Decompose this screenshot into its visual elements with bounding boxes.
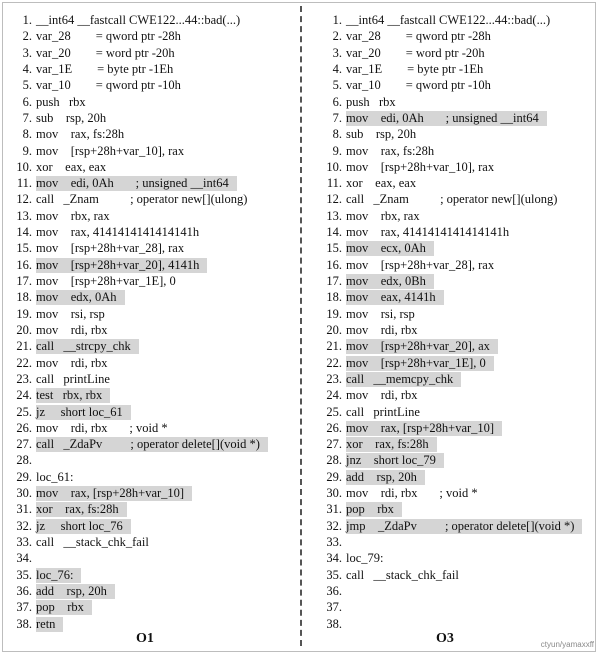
o1-line-text: var_10 = qword ptr -10h: [36, 78, 181, 93]
o3-line-text: mov rax, fs:28h: [346, 143, 435, 158]
o1-code-line: [10, 404, 295, 420]
o3-code-line: [320, 45, 596, 61]
o3-code-line: [320, 550, 596, 566]
o1-code-line: [10, 257, 295, 273]
o3-line-number: 28.: [326, 453, 342, 468]
o3-line-text: mov eax, 4141h: [346, 290, 436, 305]
o1-line-number: 9.: [22, 143, 32, 158]
o3-line-number: 8.: [332, 127, 342, 142]
o3-listing: [320, 12, 596, 632]
o3-line-text: pop rbx: [346, 502, 394, 517]
o3-code-line: [320, 469, 596, 485]
o3-line-number: 33.: [326, 535, 342, 549]
o3-line-number: 3.: [332, 45, 342, 60]
o1-code-line: [10, 110, 295, 126]
o1-line-text: loc_61:: [36, 469, 74, 484]
o3-code-line: [320, 534, 596, 550]
o1-line-number: 4.: [22, 61, 32, 76]
o1-code-line: [10, 469, 295, 485]
o3-line-text: mov [rsp+28h+var_28], rax: [346, 257, 495, 272]
o3-code-line: [320, 273, 596, 289]
o1-line-text: mov rax, fs:28h: [36, 127, 125, 142]
o3-line-text: mov [rsp+28h+var_20], ax: [346, 339, 490, 354]
o1-line-number: 13.: [16, 208, 32, 223]
o1-code-line: [10, 28, 295, 44]
o3-line-text: __int64 __fastcall CWE122...44::bad(...): [346, 13, 551, 27]
o3-code-line: [320, 143, 596, 159]
o1-caption: O1: [136, 631, 154, 646]
o1-line-text: mov rdi, rbx: [36, 355, 108, 370]
o1-line-number: 20.: [16, 322, 32, 337]
o1-code-line: [10, 175, 295, 191]
o1-line-number: 35.: [16, 567, 32, 582]
o3-line-text: xor eax, eax: [346, 176, 417, 191]
o3-line-number: 23.: [326, 371, 342, 386]
o3-line-text: loc_79:: [346, 551, 384, 566]
o3-code-line: [320, 404, 596, 420]
o3-code-line: [320, 436, 596, 452]
o3-line-number: 25.: [326, 404, 342, 419]
o1-line-number: 3.: [22, 45, 32, 60]
o3-line-number: 35.: [326, 567, 342, 582]
o1-line-number: 8.: [22, 127, 32, 142]
o1-line-text: mov edi, 0Ah ; unsigned __int64: [36, 176, 229, 191]
o1-line-text: mov rsi, rsp: [36, 306, 105, 321]
o3-line-number: 22.: [326, 355, 342, 370]
o1-line-text: mov rdi, rbx: [36, 322, 108, 337]
o1-line-number: 6.: [22, 94, 32, 109]
o1-line-text: mov rbx, rax: [36, 208, 110, 223]
o1-code-line: [10, 45, 295, 61]
o1-code-line: [10, 273, 295, 289]
o3-line-number: 14.: [326, 225, 342, 240]
o1-code-line: [10, 452, 295, 468]
o3-line-number: 16.: [326, 257, 342, 272]
o1-code-line: [10, 61, 295, 77]
o3-line-text: mov edx, 0Bh: [346, 274, 426, 288]
o3-line-number: 17.: [326, 274, 342, 288]
o1-line-number: 1.: [22, 13, 32, 27]
o1-line-text: call __stack_chk_fail: [36, 535, 149, 549]
o3-code-line: [320, 126, 596, 142]
o1-code-line: [10, 306, 295, 322]
o1-line-text: xor rax, fs:28h: [36, 502, 119, 517]
o3-line-number: 20.: [326, 322, 342, 337]
o3-line-text: mov rbx, rax: [346, 208, 420, 223]
o1-code-line: [10, 126, 295, 142]
o3-code-line: [320, 289, 596, 305]
o1-line-number: 2.: [22, 29, 32, 44]
o3-code-line: [320, 387, 596, 403]
o1-code-line: [10, 616, 295, 632]
o3-code-line: [320, 110, 596, 126]
o3-line-text: jmp _ZdaPv ; operator delete[](void *): [346, 518, 575, 533]
o1-code-line: [10, 143, 295, 159]
o3-line-number: 12.: [326, 192, 342, 207]
o1-line-text: mov [rsp+28h+var_1E], 0: [36, 274, 176, 288]
o3-line-text: mov [rsp+28h+var_10], rax: [346, 159, 495, 174]
o1-code-line: [10, 289, 295, 305]
o1-line-number: 18.: [16, 290, 32, 305]
o3-line-number: 30.: [326, 486, 342, 501]
o1-line-text: test rbx, rbx: [36, 388, 103, 403]
o1-line-number: 31.: [16, 502, 32, 517]
o1-code-line: [10, 371, 295, 387]
o3-code-line: [320, 338, 596, 354]
o3-line-number: 13.: [326, 208, 342, 223]
o1-code-line: [10, 355, 295, 371]
o3-line-text: mov rdi, rbx: [346, 322, 418, 337]
o1-line-text: call _ZdaPv ; operator delete[](void *): [36, 437, 260, 452]
o3-code-line: [320, 583, 596, 599]
o1-line-number: 25.: [16, 404, 32, 419]
o1-listing: [10, 12, 295, 632]
o1-code-line: [10, 599, 295, 615]
o3-line-text: call __memcpy_chk: [346, 371, 454, 386]
o1-code-line: [10, 240, 295, 256]
o1-line-text: mov [rsp+28h+var_10], rax: [36, 143, 185, 158]
o3-line-number: 18.: [326, 290, 342, 305]
o1-code-line: [10, 518, 295, 534]
o1-code-line: [10, 550, 295, 566]
o3-code-line: [320, 77, 596, 93]
o3-line-number: 6.: [332, 94, 342, 109]
o3-code-line: [320, 355, 596, 371]
o3-code-line: [320, 12, 596, 28]
o1-line-text: var_20 = word ptr -20h: [36, 45, 175, 60]
o1-line-text: jz short loc_61: [36, 404, 123, 419]
o1-line-number: 33.: [16, 535, 32, 549]
o1-line-number: 15.: [16, 241, 32, 256]
o3-line-text: call __stack_chk_fail: [346, 567, 459, 582]
o1-line-text: var_1E = byte ptr -1Eh: [36, 61, 174, 76]
o3-line-number: 26.: [326, 420, 342, 435]
o3-code-line: [320, 485, 596, 501]
o1-code-line: [10, 159, 295, 175]
o3-code-line: [320, 94, 596, 110]
o1-line-text: pop rbx: [36, 600, 84, 615]
o3-line-number: 5.: [332, 78, 342, 93]
o1-code-line: [10, 420, 295, 436]
o3-line-number: 10.: [326, 159, 342, 174]
o3-line-text: var_28 = qword ptr -28h: [346, 29, 491, 44]
o3-code-line: [320, 175, 596, 191]
o3-line-text: var_20 = word ptr -20h: [346, 45, 485, 60]
o3-code-line: [320, 208, 596, 224]
o1-code-line: [10, 94, 295, 110]
o3-code-line: [320, 501, 596, 517]
o1-line-text: jz short loc_76: [36, 518, 123, 533]
o3-line-number: 32.: [326, 518, 342, 533]
o1-line-number: 22.: [16, 355, 32, 370]
o3-line-text: mov [rsp+28h+var_1E], 0: [346, 355, 486, 370]
o1-line-text: retn: [36, 616, 56, 631]
o1-line-number: 32.: [16, 518, 32, 533]
o1-line-number: 24.: [16, 388, 32, 403]
o1-code-line: [10, 387, 295, 403]
o3-line-text: push rbx: [346, 94, 396, 109]
o3-code-line: [320, 257, 596, 273]
o3-line-number: 34.: [326, 551, 342, 566]
o1-line-number: 10.: [16, 159, 32, 174]
o3-code-line: [320, 61, 596, 77]
o1-code-line: [10, 191, 295, 207]
o3-code-line: [320, 191, 596, 207]
o3-line-number: 15.: [326, 241, 342, 256]
o3-code-line: [320, 240, 596, 256]
o3-line-number: 2.: [332, 29, 342, 44]
o3-line-text: var_1E = byte ptr -1Eh: [346, 61, 484, 76]
o1-line-text: xor eax, eax: [36, 159, 107, 174]
o3-line-number: 38.: [326, 616, 342, 631]
o1-code-line: [10, 208, 295, 224]
o1-line-text: mov [rsp+28h+var_20], 4141h: [36, 257, 200, 272]
o1-line-number: 34.: [16, 551, 32, 566]
o1-code-line: [10, 338, 295, 354]
o3-code-line: [320, 159, 596, 175]
o3-line-text: mov rsi, rsp: [346, 306, 415, 321]
o1-line-text: __int64 __fastcall CWE122...44::bad(...): [36, 13, 241, 27]
o3-line-text: call _Znam ; operator new[](ulong): [346, 192, 558, 207]
o1-line-number: 28.: [16, 453, 32, 468]
o1-line-number: 29.: [16, 469, 32, 484]
o3-line-text: mov ecx, 0Ah: [346, 241, 426, 256]
o3-line-number: 11.: [326, 176, 342, 191]
o1-line-number: 36.: [16, 583, 32, 598]
o1-code-line: [10, 583, 295, 599]
o1-line-text: add rsp, 20h: [36, 583, 107, 598]
watermark: ctyun/yamaxxff: [540, 640, 594, 649]
o1-line-number: 12.: [16, 192, 32, 207]
o3-line-number: 37.: [326, 600, 342, 615]
o1-line-number: 26.: [16, 420, 32, 435]
o1-line-number: 17.: [16, 274, 32, 288]
o3-code-line: [320, 224, 596, 240]
o1-code-line: [10, 501, 295, 517]
o3-line-number: 9.: [332, 143, 342, 158]
o1-line-number: 37.: [16, 600, 32, 615]
o1-line-text: sub rsp, 20h: [36, 110, 107, 125]
o3-code-line: [320, 306, 596, 322]
o1-line-number: 21.: [16, 339, 32, 354]
o1-line-text: call _Znam ; operator new[](ulong): [36, 192, 248, 207]
o1-line-number: 16.: [16, 257, 32, 272]
o1-code-line: [10, 485, 295, 501]
o1-code-line: [10, 77, 295, 93]
o3-line-text: mov edi, 0Ah ; unsigned __int64: [346, 110, 539, 125]
o1-line-text: call __strcpy_chk: [36, 339, 131, 354]
o3-line-number: 7.: [332, 110, 342, 125]
o1-line-text: var_28 = qword ptr -28h: [36, 29, 181, 44]
o3-line-number: 19.: [326, 306, 342, 321]
o1-line-number: 5.: [22, 78, 32, 93]
o3-line-number: 27.: [326, 437, 342, 452]
o3-code-line: [320, 567, 596, 583]
o1-line-text: loc_76:: [36, 567, 74, 582]
o1-line-text: push rbx: [36, 94, 86, 109]
o3-line-text: call printLine: [346, 404, 420, 419]
o3-code-line: [320, 420, 596, 436]
o1-line-number: 30.: [16, 486, 32, 501]
o3-line-text: sub rsp, 20h: [346, 127, 417, 142]
o1-line-text: mov [rsp+28h+var_28], rax: [36, 241, 185, 256]
o3-code-line: [320, 599, 596, 615]
o3-code-line: [320, 452, 596, 468]
o1-code-line: [10, 224, 295, 240]
o3-line-number: 21.: [326, 339, 342, 354]
o3-code-line: [320, 322, 596, 338]
o1-code-line: [10, 322, 295, 338]
o3-line-number: 1.: [332, 13, 342, 27]
o1-line-number: 7.: [22, 110, 32, 125]
o3-code-line: [320, 616, 596, 632]
o1-line-number: 23.: [16, 371, 32, 386]
o1-line-number: 38.: [16, 616, 32, 631]
column-divider: [300, 6, 302, 646]
o1-line-text: mov rdi, rbx ; void *: [36, 420, 168, 435]
o3-line-number: 4.: [332, 61, 342, 76]
o3-line-text: add rsp, 20h: [346, 469, 417, 484]
o3-line-text: var_10 = qword ptr -10h: [346, 78, 491, 93]
o3-caption: O3: [436, 631, 454, 646]
o3-line-number: 36.: [326, 583, 342, 598]
o1-line-text: mov edx, 0Ah: [36, 290, 117, 305]
o3-code-line: [320, 28, 596, 44]
o3-line-number: 24.: [326, 388, 342, 403]
o1-line-text: call printLine: [36, 371, 110, 386]
o1-code-line: [10, 534, 295, 550]
o3-line-text: jnz short loc_79: [346, 453, 436, 468]
o3-code-line: [320, 371, 596, 387]
o3-line-text: mov rax, [rsp+28h+var_10]: [346, 420, 495, 435]
o1-line-number: 27.: [16, 437, 32, 452]
o1-line-number: 14.: [16, 225, 32, 240]
o3-line-text: xor rax, fs:28h: [346, 437, 429, 452]
o3-code-line: [320, 518, 596, 534]
o1-code-line: [10, 436, 295, 452]
o3-line-text: mov rdi, rbx: [346, 388, 418, 403]
o1-line-text: mov rax, 4141414141414141h: [36, 225, 200, 240]
o1-line-number: 11.: [16, 176, 32, 191]
o1-line-number: 19.: [16, 306, 32, 321]
o1-line-text: mov rax, [rsp+28h+var_10]: [36, 486, 185, 501]
o3-line-text: mov rdi, rbx ; void *: [346, 486, 478, 501]
o3-line-number: 31.: [326, 502, 342, 517]
o3-line-text: mov rax, 4141414141414141h: [346, 225, 510, 240]
o1-code-line: [10, 12, 295, 28]
o1-code-line: [10, 567, 295, 583]
o3-line-number: 29.: [326, 469, 342, 484]
